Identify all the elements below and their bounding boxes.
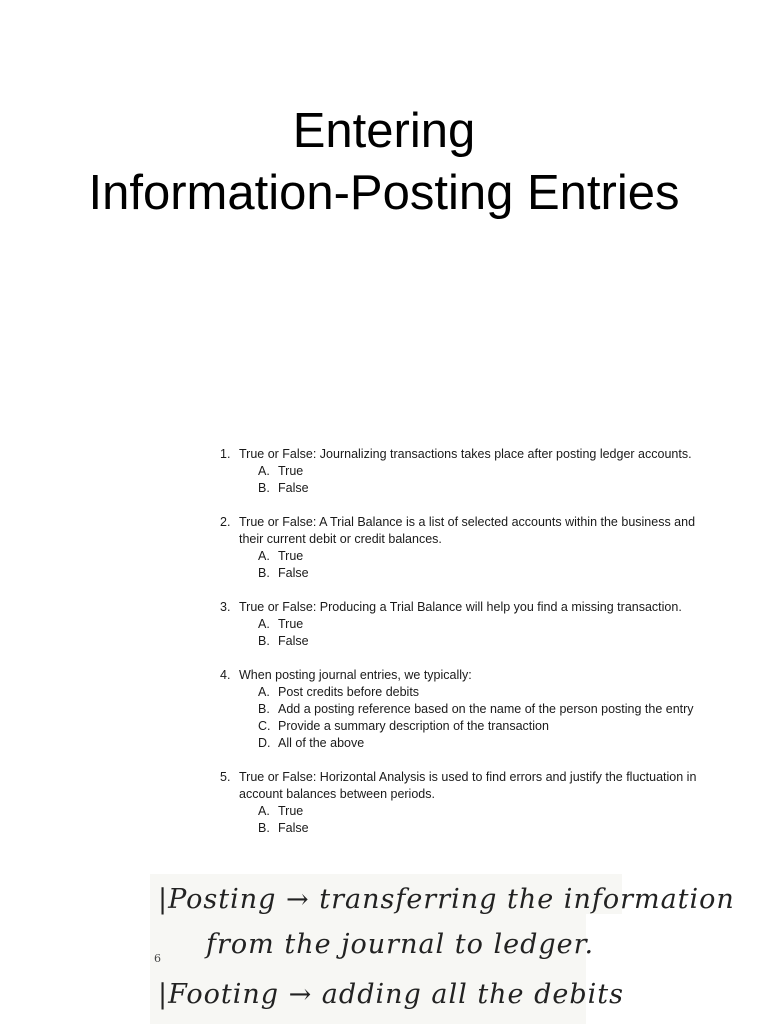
quiz-question-1 [220,446,710,497]
answer-option [239,735,710,752]
slide-title-line-2: Information-Posting Entries [88,166,680,220]
question-number: 4. [220,668,231,682]
question-text: True or False: A Trial Balance is a list of selected accounts within the business and their current debit or credit balances. [239,515,696,546]
option-letter: B. [258,566,270,580]
slide-title-line-1: Entering [292,104,476,158]
answer-option [239,616,710,633]
answer-options [239,803,710,837]
handwritten-note-posting: |Posting → transferring the information [158,884,735,915]
question-text: True or False: Journalizing transactions takes place after posting ledger accounts. [239,447,692,461]
question-text: True or False: Producing a Trial Balance will help you find a missing transaction. [239,600,682,614]
option-letter: B. [258,481,270,495]
option-text: False [278,634,309,648]
option-text: False [278,481,309,495]
question-text: True or False: Horizontal Analysis is used to find errors and justify the fluctuation in account balances between periods. [239,770,697,801]
answer-option [239,803,710,820]
quiz-question-2 [220,514,710,582]
answer-options [239,616,710,650]
option-letter: A. [258,464,270,478]
answer-option [239,820,710,837]
option-letter: B. [258,821,270,835]
quiz-question-4 [220,667,710,752]
option-text: False [278,821,309,835]
answer-option [239,684,710,701]
answer-options [239,684,710,752]
handwritten-margin-mark: 6 [154,952,161,965]
option-text: Provide a summary description of the transaction [278,719,549,733]
option-text: False [278,566,309,580]
handwritten-note-posting-continued: from the journal to ledger. [206,929,595,960]
option-text: Add a posting reference based on the name of the person posting the entry [278,702,694,716]
quiz-question-5 [220,769,710,837]
answer-option [239,548,710,565]
option-text: True [278,464,304,478]
question-number: 1. [220,447,231,461]
option-text: Post credits before debits [278,685,420,699]
answer-option [239,718,710,735]
option-text: All of the above [278,736,365,750]
answer-options [239,548,710,582]
option-letter: A. [258,685,270,699]
answer-options [239,463,710,497]
option-text: True [278,617,304,631]
quiz-question-list [220,446,710,866]
option-letter: C. [258,719,271,733]
quiz-question-3 [220,599,710,650]
question-number: 2. [220,515,231,529]
option-letter: D. [258,736,271,750]
answer-option [239,463,710,480]
option-letter: B. [258,702,270,716]
slide-title [0,100,768,224]
option-text: True [278,549,304,563]
option-text: True [278,804,304,818]
question-text: When posting journal entries, we typically: [239,668,472,682]
question-number: 5. [220,770,231,784]
answer-option [239,701,710,718]
option-letter: B. [258,634,270,648]
option-letter: A. [258,804,270,818]
handwritten-notes-image [150,874,735,1024]
answer-option [239,633,710,650]
option-letter: A. [258,549,270,563]
answer-option [239,480,710,497]
handwritten-note-footing: |Footing → adding all the debits [158,979,625,1010]
option-letter: A. [258,617,270,631]
question-number: 3. [220,600,231,614]
answer-option [239,565,710,582]
